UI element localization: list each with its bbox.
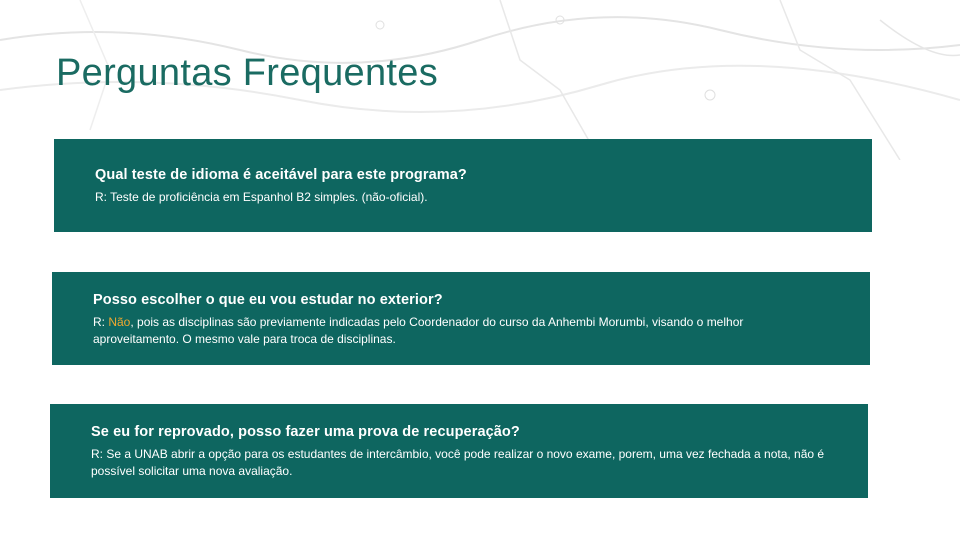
faq-answer xyxy=(95,189,832,206)
faq-question: Posso escolher o que eu vou estudar no exterior? xyxy=(93,292,443,308)
faq-card-choose-courses xyxy=(52,272,870,365)
faq-answer-text: R: Teste de proficiência em Espanhol B2 simples. (não-oficial). xyxy=(95,190,428,204)
faq-answer-highlight: Não xyxy=(108,315,131,329)
faq-question: Se eu for reprovado, posso fazer uma prova de recuperação? xyxy=(91,424,520,440)
faq-answer-text: R: Se a UNAB abrir a opção para os estudantes de intercâmbio, você pode realizar o novo exame, porem, uma vez fechada a nota, não é possível solicitar uma nova avaliação. xyxy=(91,447,825,478)
page-title: Perguntas Frequentes xyxy=(56,52,439,94)
faq-answer-rest: , pois as disciplinas são previamente indicadas pelo Coordenador do curso da Anhembi Morumbi, visando o melhor aproveitamento. O mesmo vale para troca de disciplinas. xyxy=(93,315,744,346)
faq-card-language-test xyxy=(54,139,872,232)
faq-answer xyxy=(93,314,830,348)
faq-answer-text: R: xyxy=(93,315,109,329)
faq-answer xyxy=(91,446,828,480)
faq-card-retake-exam xyxy=(50,404,868,498)
faq-question: Qual teste de idioma é aceitável para este programa? xyxy=(95,167,467,183)
